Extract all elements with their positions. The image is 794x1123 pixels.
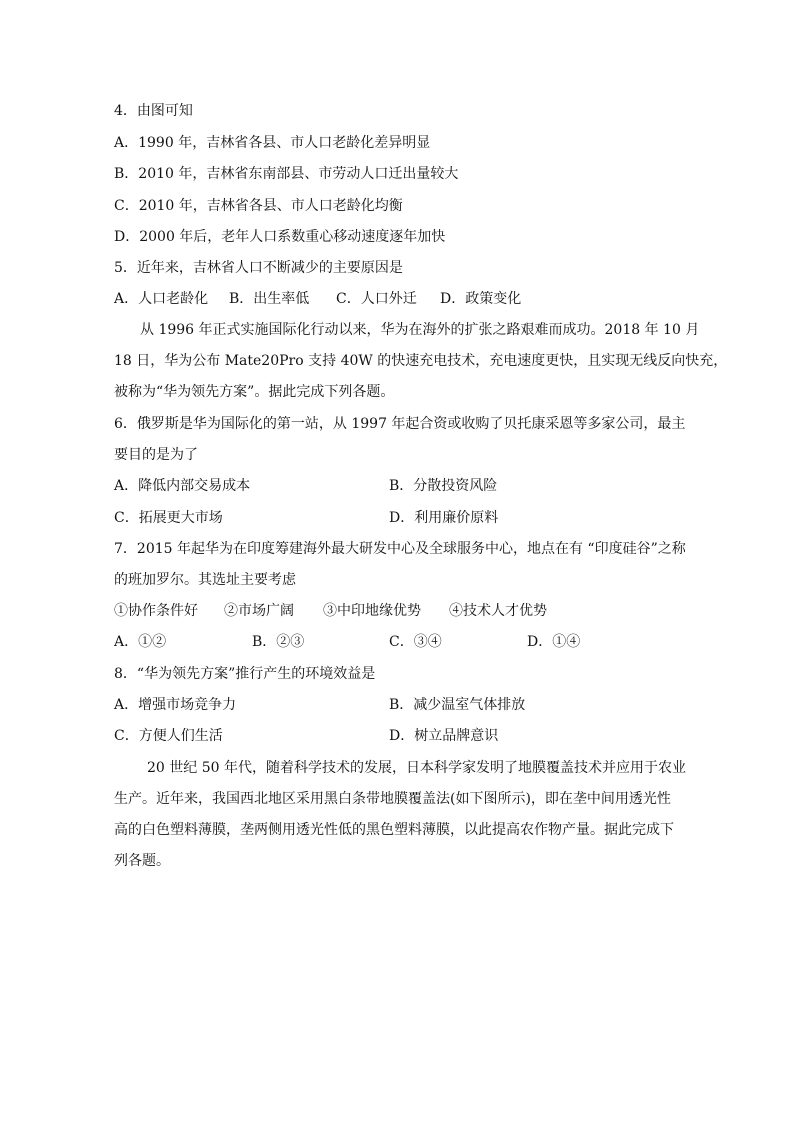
q5-option-c: C．人口外迁 bbox=[336, 291, 417, 307]
q4-option-b: B．2010 年，吉林省东南部县、市劳动人口迁出量较大 bbox=[114, 166, 459, 182]
q5-option-d: D．政策变化 bbox=[440, 291, 522, 307]
q7-option-b: B．②③ bbox=[252, 634, 305, 650]
q7-item-4: ④技术人才优势 bbox=[449, 603, 547, 619]
q7-option-c: C．③④ bbox=[389, 634, 442, 650]
passage2-line3: 高的白色塑料薄膜，垄两侧用透光性低的黑色塑料薄膜，以此提高农作物产量。据此完成下 bbox=[114, 822, 674, 838]
q6-option-a: A．降低内部交易成本 bbox=[114, 478, 251, 494]
q7-item-2: ②市场广阔 bbox=[224, 603, 294, 619]
q8-option-c: C．方便人们生活 bbox=[114, 728, 223, 744]
q5-stem: 5．近年来，吉林省人口不断减少的主要原因是 bbox=[114, 260, 403, 276]
q8-option-d: D．树立品牌意识 bbox=[389, 728, 499, 744]
q8-option-b: B．减少温室气体排放 bbox=[389, 697, 526, 713]
q4-option-a: A．1990 年，吉林省各县、市人口老龄化差异明显 bbox=[114, 135, 431, 151]
q7-item-3: ③中印地缘优势 bbox=[323, 603, 421, 619]
passage1-line2: 18 日，华为公布 Mate20Pro 支持 40W 的快速充电技术，充电速度更快，且实现无线反向快充， bbox=[114, 353, 728, 369]
passage1-line3: 被称为“华为领先方案”。据此完成下列各题。 bbox=[114, 384, 395, 400]
q4-stem: 4．由图可知 bbox=[114, 103, 193, 119]
q7-item-1: ①协作条件好 bbox=[114, 603, 198, 619]
q5-option-b: B．出生率低 bbox=[229, 291, 310, 307]
passage2-line4: 列各题。 bbox=[114, 853, 170, 869]
q7-stem-line2: 的班加罗尔。其选址主要考虑 bbox=[114, 572, 296, 588]
q6-stem-line1: 6．俄罗斯是华为国际化的第一站，从 1997 年起合资或收购了贝托康采恩等多家公司，最主 bbox=[114, 416, 686, 432]
q7-stem-line1: 7．2015 年起华为在印度筹建海外最大研发中心及全球服务中心，地点在有 “印度硅谷”之称 bbox=[114, 541, 686, 557]
q5-option-a: A．人口老龄化 bbox=[114, 291, 209, 307]
q7-option-a: A．①② bbox=[114, 634, 167, 650]
q6-option-c: C．拓展更大市场 bbox=[114, 510, 223, 526]
q4-option-d: D．2000 年后，老年人口系数重心移动速度逐年加快 bbox=[114, 229, 446, 245]
passage2-line1: 20 世纪 50 年代，随着科学技术的发展，日本科学家发明了地膜覆盖技术并应用于农业 bbox=[147, 760, 686, 776]
q6-option-b: B．分散投资风险 bbox=[389, 478, 498, 494]
q7-option-d: D．①④ bbox=[527, 634, 581, 650]
q4-option-c: C．2010 年，吉林省各县、市人口老龄化均衡 bbox=[114, 198, 403, 214]
passage2-line2: 生产。近年来，我国西北地区采用黑白条带地膜覆盖法(如下图所示)，即在垄中间用透光性 bbox=[114, 791, 671, 807]
passage1-line1: 从 1996 年正式实施国际化行动以来，华为在海外的扩张之路艰难而成功。2018 年 10 月 bbox=[140, 322, 700, 338]
q8-option-a: A．增强市场竞争力 bbox=[114, 697, 237, 713]
q6-option-d: D．利用廉价原料 bbox=[389, 510, 499, 526]
q6-stem-line2: 要目的是为了 bbox=[114, 447, 198, 463]
q8-stem: 8．“华为领先方案”推行产生的环境效益是 bbox=[114, 666, 376, 682]
